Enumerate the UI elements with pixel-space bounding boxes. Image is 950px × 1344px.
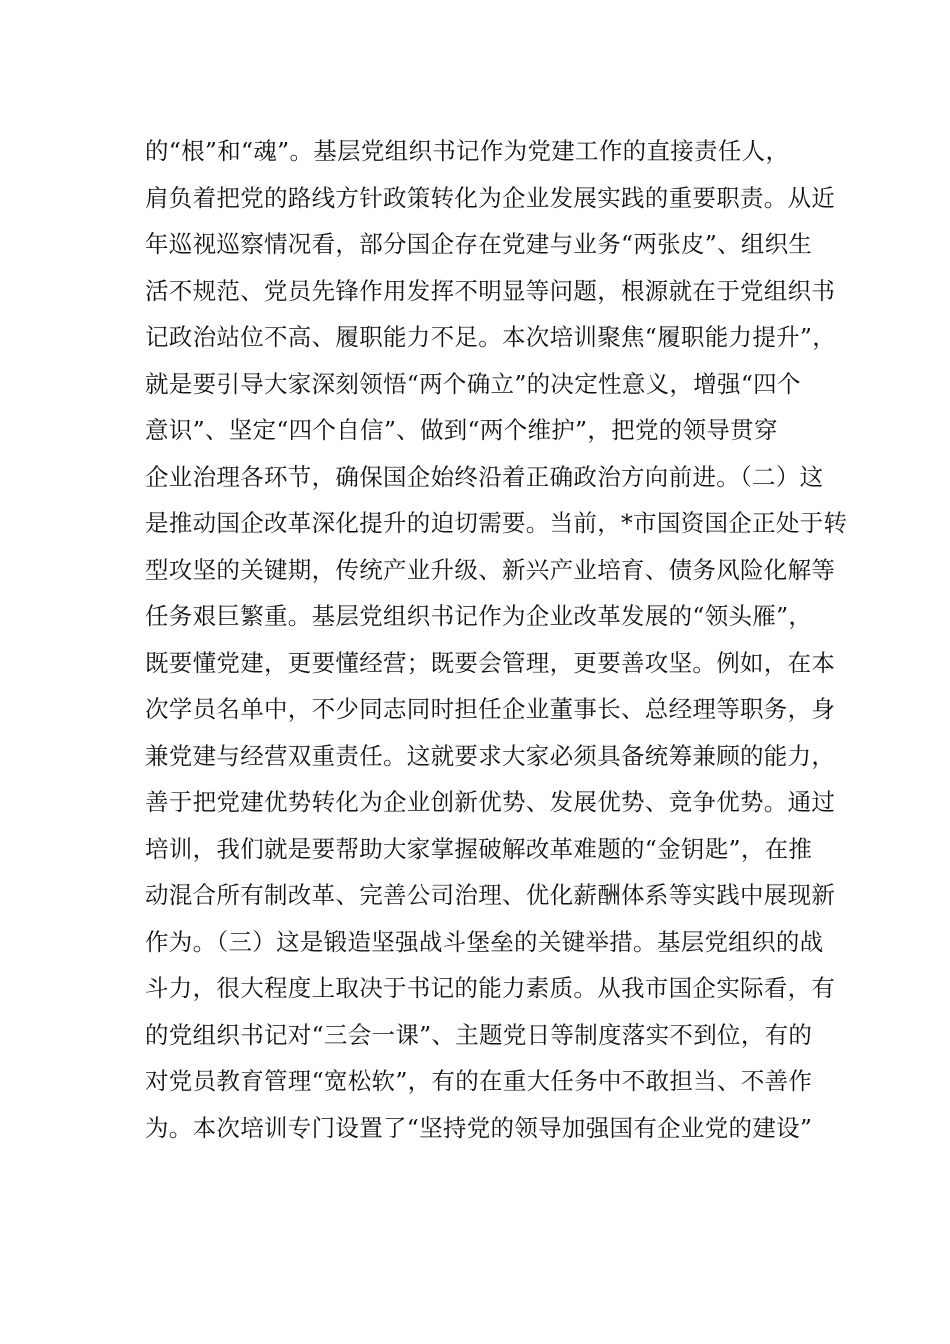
text-line: 既要懂党建，更要懂经营；既要会管理，更要善攻坚。例如，在本 — [145, 648, 836, 677]
text-line: 年巡视巡察情况看，部分国企存在党建与业务“两张皮”、组织生 — [145, 230, 813, 258]
body-text — [145, 128, 848, 1151]
text-line: 次学员名单中，不少同志同时担任企业董事长、总经理等职务，身 — [145, 695, 836, 723]
text-line: 兼党建与经营双重责任。这就要求大家必须具备统筹兼顾的能力， — [145, 741, 836, 770]
text-line: 任务艰巨繁重。基层党组织书记作为企业改革发展的“领头雁”， — [145, 602, 813, 630]
text-line: 型攻坚的关键期，传统产业升级、新兴产业培育、债务风险化解等 — [145, 555, 836, 584]
text-line: 为。本次培训专门设置了“坚持党的领导加强国有企业党的建设” — [145, 1113, 813, 1142]
text-line: 善于把党建优势转化为企业创新优势、发展优势、竞争优势。通过 — [145, 788, 836, 816]
text-line: 作为。（三）这是锻造坚强战斗堡垒的关键举措。基层党组织的战 — [145, 927, 824, 956]
text-line: 肩负着把党的路线方针政策转化为企业发展实践的重要职责。从近 — [145, 183, 836, 212]
text-line: 记政治站位不高、履职能力不足。本次培训聚焦“履职能力提升”， — [145, 323, 837, 351]
text-line: 活不规范、党员先锋作用发挥不明显等问题，根源就在于党组织书 — [145, 276, 836, 305]
text-line: 是推动国企改革深化提升的迫切需要。当前，*市国资国企正处于转 — [145, 509, 848, 537]
text-line: 斗力，很大程度上取决于书记的能力素质。从我市国企实际看，有 — [145, 974, 836, 1002]
text-line: 对党员教育管理“宽松软”，有的在重大任务中不敢担当、不善作 — [145, 1067, 813, 1095]
text-line: 的党组织书记对“三会一课”、主题党日等制度落实不到位，有的 — [145, 1020, 813, 1049]
text-line: 的“根”和“魂”。基层党组织书记作为党建工作的直接责任人， — [145, 137, 790, 165]
text-line: 培训，我们就是要帮助大家掌握破解改革难题的“金钥匙”，在推 — [145, 834, 813, 863]
text-line: 就是要引导大家深刻领悟“两个确立”的决定性意义，增强“四个 — [145, 369, 801, 398]
text-line: 企业治理各环节，确保国企始终沿着正确政治方向前进。（二）这 — [145, 462, 824, 491]
text-line: 动混合所有制改革、完善公司治理、优化薪酬体系等实践中展现新 — [145, 881, 836, 909]
text-line: 意识”、坚定“四个自信”、做到“两个维护”，把党的领导贯穿 — [145, 416, 778, 444]
